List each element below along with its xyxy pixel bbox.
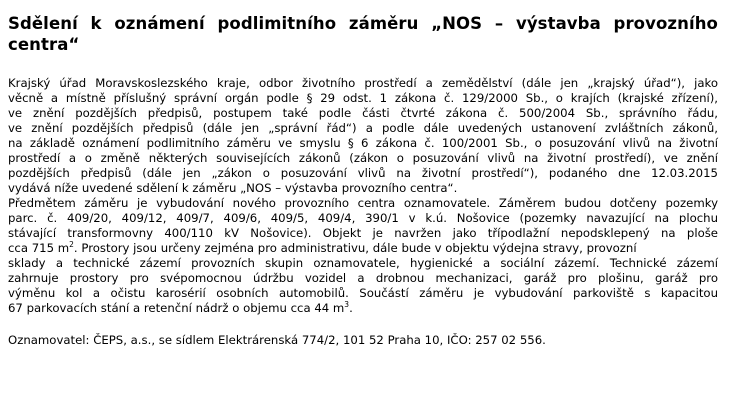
- paragraph-line-rest: . Prostory jsou určeny zejména pro administrativu, dále bude v objektu výdejna stravy, provozní: [73, 241, 637, 255]
- intro-paragraph: [8, 76, 718, 196]
- paragraph-line: vydává níže uvedené sdělení k záměru „NOS – výstavba provozního centra“.: [8, 181, 458, 195]
- volume-text: 67 parkovacích stání a retenční nádrž o objemu cca 44 m: [8, 301, 345, 315]
- document-title: Sdělení k oznámení podlimitního záměru „NOS – výstavba provozního centra“: [8, 14, 718, 54]
- project-description-paragraph: [8, 196, 718, 316]
- paragraph-line: [8, 301, 718, 316]
- paragraph-line: zahrnuje prostory pro svépomocnou údržbu vozidel a drobnou mechanizaci, garáž pro plošinu, garáž pro: [8, 271, 718, 285]
- paragraph-line: ve znění pozdějších předpisů, postupem také podle části čtvrté zákona č. 500/2004 Sb., správního řádu,: [8, 106, 718, 120]
- applicant-line: [8, 333, 718, 348]
- volume-unit-superscript: 3: [344, 300, 350, 310]
- area-text: cca 715 m: [8, 241, 70, 255]
- paragraph-line: parc. č. 409/20, 409/12, 409/7, 409/6, 409/5, 409/4, 390/1 v k.ú. Nošovice (pozemky navazující na plochu: [8, 211, 718, 225]
- paragraph-line: ve znění pozdějších předpisů (dále jen „správní řád“) a podle dále uvedených ustanovení zvláštních zákonů,: [8, 121, 718, 135]
- paragraph-line: prostředí a o změně některých souvisejících zákonů (zákon o posuzování vlivů na životní prostředí), ve znění: [8, 151, 718, 165]
- paragraph-line: Předmětem záměru je vybudování nového provozního centra oznamovatele. Záměrem budou dotčeny pozemky: [8, 196, 718, 210]
- paragraph-line-end: .: [349, 301, 353, 315]
- paragraph-line: pozdějších předpisů (dále jen „zákon o posuzování vlivů na životní prostředí“), podaného dne 12.03.2015: [8, 166, 718, 180]
- area-unit-superscript: 2: [69, 240, 74, 250]
- paragraph-line: Krajský úřad Moravskoslezského kraje, odbor životního prostředí a zemědělství (dále jen „krajský úřad“), jako: [8, 76, 718, 90]
- paragraph-spacer: [8, 316, 718, 333]
- applicant-text: Oznamovatel: ČEPS, a.s., se sídlem Elektrárenská 774/2, 101 52 Praha 10, IČO: 257 02 556.: [8, 333, 546, 347]
- paragraph-line: sklady a technické zázemí provozních skupin oznamovatele, hygienické a sociální zázemí. Technické zázemí: [8, 256, 718, 270]
- paragraph-line: [8, 241, 718, 256]
- paragraph-line: věcně a místně příslušný správní orgán podle § 29 odst. 1 zákona č. 129/2000 Sb., o krajích (krajské zřízení),: [8, 91, 718, 105]
- paragraph-line: na základě oznámení podlimitního záměru ve smyslu § 6 zákona č. 100/2001 Sb., o posuzování vlivů na životní: [8, 136, 718, 150]
- paragraph-line: výměnu kol a očistu karosérií osobních automobilů. Součástí záměru je vybudování parkoviště s kapacitou: [8, 286, 718, 300]
- paragraph-line: stávající transformovny 400/110 kV Nošovice). Objekt je navržen jako třípodlažní nepodsklepený na ploše: [8, 226, 718, 240]
